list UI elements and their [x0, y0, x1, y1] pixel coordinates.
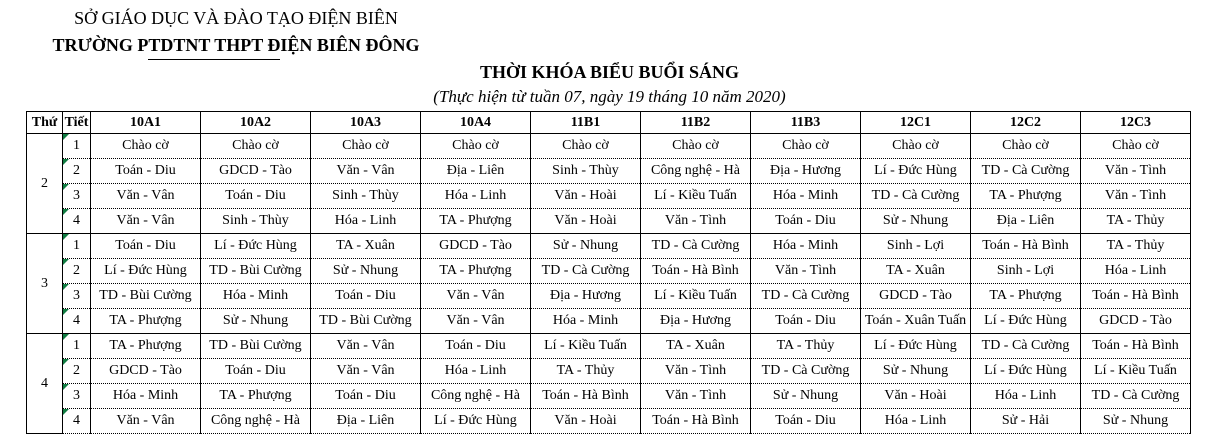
- period-cell[interactable]: 2: [63, 259, 91, 284]
- schedule-cell[interactable]: Văn - Hoài: [531, 209, 641, 234]
- schedule-cell[interactable]: Sinh - Thùy: [311, 184, 421, 209]
- period-cell[interactable]: 4: [63, 409, 91, 434]
- schedule-cell[interactable]: Lí - Đức Hùng: [971, 359, 1081, 384]
- period-cell[interactable]: 1: [63, 334, 91, 359]
- schedule-subtitle: (Thực hiện từ tuần 07, ngày 19 tháng 10 năm 2020): [433, 87, 786, 106]
- schedule-cell[interactable]: Chào cờ: [421, 134, 531, 159]
- schedule-cell[interactable]: GDCD - Tào: [421, 234, 531, 259]
- schedule-cell[interactable]: Sinh - Lợi: [861, 234, 971, 259]
- schedule-cell[interactable]: TD - Cà Cường: [861, 184, 971, 209]
- schedule-cell[interactable]: Chào cờ: [641, 134, 751, 159]
- schedule-cell[interactable]: Văn - Tình: [641, 209, 751, 234]
- schedule-cell[interactable]: Toán - Diu: [751, 409, 861, 434]
- schedule-cell[interactable]: TA - Phượng: [91, 334, 201, 359]
- schedule-cell[interactable]: Hóa - Linh: [861, 409, 971, 434]
- schedule-cell[interactable]: GDCD - Tào: [91, 359, 201, 384]
- schedule-cell[interactable]: TA - Phượng: [91, 309, 201, 334]
- schedule-cell[interactable]: Sử - Hải: [971, 409, 1081, 434]
- schedule-cell[interactable]: Địa - Liên: [971, 209, 1081, 234]
- period-row: [27, 159, 1191, 184]
- schedule-cell[interactable]: TD - Cà Cường: [531, 259, 641, 284]
- schedule-cell[interactable]: Hóa - Minh: [751, 234, 861, 259]
- schedule-cell[interactable]: TA - Thủy: [751, 334, 861, 359]
- schedule-cell[interactable]: Công nghệ - Hà: [641, 159, 751, 184]
- schedule-cell[interactable]: TD - Bùi Cường: [91, 284, 201, 309]
- period-row: [27, 309, 1191, 334]
- schedule-cell[interactable]: Toán - Hà Bình: [971, 234, 1081, 259]
- schedule-cell[interactable]: Hóa - Minh: [531, 309, 641, 334]
- cell-comment-marker: [63, 334, 69, 340]
- day-cell[interactable]: 3: [27, 234, 63, 334]
- heading-underline: [148, 59, 280, 60]
- schedule-cell[interactable]: Chào cờ: [861, 134, 971, 159]
- period-row: [27, 209, 1191, 234]
- day-column-header[interactable]: Thứ: [27, 112, 63, 134]
- day-cell[interactable]: 2: [27, 134, 63, 234]
- schedule-cell[interactable]: TA - Thủy: [1081, 209, 1191, 234]
- schedule-cell[interactable]: Văn - Tình: [751, 259, 861, 284]
- schedule-cell[interactable]: Toán - Xuân Tuấn: [861, 309, 971, 334]
- period-row: [27, 409, 1191, 434]
- schedule-cell[interactable]: Công nghệ - Hà: [421, 384, 531, 409]
- schedule-cell[interactable]: Toán - Hà Bình: [641, 409, 751, 434]
- schedule-cell[interactable]: TA - Phượng: [971, 184, 1081, 209]
- schedule-cell[interactable]: TA - Phượng: [201, 384, 311, 409]
- period-row: [27, 284, 1191, 309]
- period-cell[interactable]: 4: [63, 309, 91, 334]
- schedule-cell[interactable]: Chào cờ: [1081, 134, 1191, 159]
- schedule-cell[interactable]: Sinh - Thùy: [531, 159, 641, 184]
- schedule-cell[interactable]: Hóa - Linh: [971, 384, 1081, 409]
- schedule-cell[interactable]: Địa - Hương: [531, 284, 641, 309]
- schedule-cell[interactable]: Chào cờ: [751, 134, 861, 159]
- schedule-cell[interactable]: Toán - Diu: [201, 359, 311, 384]
- schedule-cell[interactable]: Lí - Kiều Tuấn: [641, 184, 751, 209]
- schedule-cell[interactable]: Địa - Liên: [421, 159, 531, 184]
- period-cell[interactable]: 4: [63, 209, 91, 234]
- period-cell[interactable]: 3: [63, 384, 91, 409]
- schedule-cell[interactable]: Sinh - Lợi: [971, 259, 1081, 284]
- schedule-cell[interactable]: Chào cờ: [201, 134, 311, 159]
- schedule-cell[interactable]: TD - Bùi Cường: [311, 309, 421, 334]
- cell-comment-marker: [63, 384, 69, 390]
- schedule-cell[interactable]: Chào cờ: [531, 134, 641, 159]
- period-cell[interactable]: 2: [63, 159, 91, 184]
- schedule-cell[interactable]: Sử - Nhung: [861, 209, 971, 234]
- class-header[interactable]: 11B3: [751, 112, 861, 134]
- schedule-cell[interactable]: Văn - Vân: [311, 159, 421, 184]
- schedule-cell[interactable]: Toán - Diu: [421, 334, 531, 359]
- period-row: [27, 359, 1191, 384]
- class-header[interactable]: 12C1: [861, 112, 971, 134]
- schedule-cell[interactable]: Sử - Nhung: [751, 384, 861, 409]
- schedule-cell[interactable]: TD - Cà Cường: [971, 159, 1081, 184]
- schedule-cell[interactable]: TA - Phượng: [421, 209, 531, 234]
- schedule-cell[interactable]: Lí - Đức Hùng: [91, 259, 201, 284]
- schedule-cell[interactable]: Toán - Hà Bình: [1081, 334, 1191, 359]
- schedule-cell[interactable]: Văn - Vân: [91, 209, 201, 234]
- schedule-cell[interactable]: Sử - Nhung: [861, 359, 971, 384]
- schedule-cell[interactable]: Văn - Tình: [641, 359, 751, 384]
- schedule-cell[interactable]: Hóa - Linh: [1081, 259, 1191, 284]
- cell-comment-marker: [63, 234, 69, 240]
- period-cell[interactable]: 2: [63, 359, 91, 384]
- period-cell[interactable]: 1: [63, 234, 91, 259]
- cell-comment-marker: [63, 359, 69, 365]
- schedule-cell[interactable]: Hóa - Minh: [751, 184, 861, 209]
- class-header[interactable]: 10A3: [311, 112, 421, 134]
- schedule-cell[interactable]: Sử - Nhung: [531, 234, 641, 259]
- schedule-cell[interactable]: Toán - Diu: [751, 209, 861, 234]
- schedule-cell[interactable]: Lí - Kiều Tuấn: [531, 334, 641, 359]
- schedule-cell[interactable]: GDCD - Tào: [201, 159, 311, 184]
- schedule-cell[interactable]: TA - Thủy: [531, 359, 641, 384]
- schedule-cell[interactable]: Lí - Đức Hùng: [861, 159, 971, 184]
- class-header[interactable]: 12C3: [1081, 112, 1191, 134]
- schedule-cell[interactable]: Văn - Hoài: [531, 184, 641, 209]
- cell-comment-marker: [63, 134, 69, 140]
- cell-comment-marker: [63, 184, 69, 190]
- period-row: [27, 134, 1191, 159]
- schedule-cell[interactable]: Sử - Nhung: [201, 309, 311, 334]
- class-header[interactable]: 10A2: [201, 112, 311, 134]
- schedule-cell[interactable]: Địa - Hương: [641, 309, 751, 334]
- schedule-cell[interactable]: Chào cờ: [971, 134, 1081, 159]
- schedule-cell[interactable]: Hóa - Linh: [421, 359, 531, 384]
- schedule-cell[interactable]: Lí - Đức Hùng: [421, 409, 531, 434]
- schedule-cell[interactable]: Văn - Tình: [641, 384, 751, 409]
- schedule-cell[interactable]: Lí - Kiều Tuấn: [1081, 359, 1191, 384]
- period-cell[interactable]: 1: [63, 134, 91, 159]
- schedule-cell[interactable]: TD - Bùi Cường: [201, 259, 311, 284]
- department-heading: SỞ GIÁO DỤC VÀ ĐÀO TẠO ĐIỆN BIÊN: [74, 8, 398, 28]
- schedule-cell[interactable]: Văn - Vân: [421, 284, 531, 309]
- class-header[interactable]: 10A4: [421, 112, 531, 134]
- schedule-cell[interactable]: GDCD - Tào: [1081, 309, 1191, 334]
- cell-comment-marker: [63, 209, 69, 215]
- schedule-cell[interactable]: Toán - Diu: [91, 159, 201, 184]
- schedule-cell[interactable]: Sinh - Thùy: [201, 209, 311, 234]
- cell-comment-marker: [63, 409, 69, 415]
- schedule-cell[interactable]: TD - Cà Cường: [751, 359, 861, 384]
- schedule-cell[interactable]: TA - Thủy: [1081, 234, 1191, 259]
- schedule-cell[interactable]: Chào cờ: [91, 134, 201, 159]
- schedule-cell[interactable]: Toán - Diu: [311, 284, 421, 309]
- schedule-cell[interactable]: TA - Xuân: [861, 259, 971, 284]
- period-column-header[interactable]: Tiết: [63, 112, 91, 134]
- period-cell[interactable]: 3: [63, 284, 91, 309]
- period-row: [27, 184, 1191, 209]
- schedule-cell[interactable]: Chào cờ: [311, 134, 421, 159]
- schedule-cell[interactable]: TA - Phượng: [971, 284, 1081, 309]
- schedule-cell[interactable]: Văn - Vân: [91, 409, 201, 434]
- schedule-cell[interactable]: Toán - Hà Bình: [531, 384, 641, 409]
- class-header[interactable]: 12C2: [971, 112, 1081, 134]
- header-row: [27, 112, 1191, 134]
- period-row: [27, 334, 1191, 359]
- class-header[interactable]: 10A1: [91, 112, 201, 134]
- schedule-cell[interactable]: Địa - Liên: [311, 409, 421, 434]
- period-row: [27, 384, 1191, 409]
- class-header[interactable]: 11B1: [531, 112, 641, 134]
- schedule-cell[interactable]: Sử - Nhung: [1081, 409, 1191, 434]
- timetable: [26, 111, 1191, 434]
- period-row: [27, 234, 1191, 259]
- schedule-cell[interactable]: Hóa - Minh: [201, 284, 311, 309]
- schedule-cell[interactable]: Toán - Diu: [91, 234, 201, 259]
- schedule-cell[interactable]: Hóa - Linh: [311, 209, 421, 234]
- schedule-cell[interactable]: Toán - Hà Bình: [1081, 284, 1191, 309]
- schedule-cell[interactable]: Lí - Kiều Tuấn: [641, 284, 751, 309]
- schedule-cell[interactable]: Lí - Đức Hùng: [201, 234, 311, 259]
- schedule-cell[interactable]: Văn - Hoài: [861, 384, 971, 409]
- cell-comment-marker: [63, 259, 69, 265]
- day-cell[interactable]: 4: [27, 334, 63, 434]
- school-heading: TRƯỜNG PTDTNT THPT ĐIỆN BIÊN ĐÔNG: [52, 35, 420, 55]
- schedule-cell[interactable]: TD - Cà Cường: [751, 284, 861, 309]
- schedule-cell[interactable]: TA - Phượng: [421, 259, 531, 284]
- schedule-cell[interactable]: Lí - Đức Hùng: [971, 309, 1081, 334]
- schedule-cell[interactable]: Văn - Tình: [1081, 184, 1191, 209]
- schedule-cell[interactable]: Toán - Diu: [311, 384, 421, 409]
- schedule-cell[interactable]: Hóa - Linh: [421, 184, 531, 209]
- schedule-cell[interactable]: TD - Cà Cường: [641, 234, 751, 259]
- schedule-cell[interactable]: Địa - Hương: [751, 159, 861, 184]
- schedule-cell[interactable]: TA - Xuân: [311, 234, 421, 259]
- schedule-cell[interactable]: Sử - Nhung: [311, 259, 421, 284]
- schedule-cell[interactable]: GDCD - Tào: [861, 284, 971, 309]
- timetable-body: [27, 134, 1191, 434]
- schedule-cell[interactable]: Lí - Đức Hùng: [861, 334, 971, 359]
- schedule-cell[interactable]: Toán - Diu: [751, 309, 861, 334]
- schedule-cell[interactable]: Văn - Tình: [1081, 159, 1191, 184]
- schedule-cell[interactable]: TD - Cà Cường: [971, 334, 1081, 359]
- cell-comment-marker: [63, 159, 69, 165]
- schedule-cell[interactable]: TA - Xuân: [641, 334, 751, 359]
- schedule-cell[interactable]: Văn - Hoài: [531, 409, 641, 434]
- schedule-cell[interactable]: Toán - Diu: [201, 184, 311, 209]
- period-cell[interactable]: 3: [63, 184, 91, 209]
- schedule-cell[interactable]: TD - Cà Cường: [1081, 384, 1191, 409]
- schedule-cell[interactable]: Toán - Hà Bình: [641, 259, 751, 284]
- schedule-cell[interactable]: Văn - Vân: [311, 334, 421, 359]
- class-header[interactable]: 11B2: [641, 112, 751, 134]
- cell-comment-marker: [63, 309, 69, 315]
- schedule-cell[interactable]: Hóa - Minh: [91, 384, 201, 409]
- cell-comment-marker: [63, 284, 69, 290]
- schedule-title: THỜI KHÓA BIỂU BUỔI SÁNG: [479, 62, 740, 82]
- schedule-cell[interactable]: Văn - Vân: [421, 309, 531, 334]
- schedule-cell[interactable]: Văn - Vân: [311, 359, 421, 384]
- schedule-cell[interactable]: Công nghệ - Hà: [201, 409, 311, 434]
- schedule-cell[interactable]: TD - Bùi Cường: [201, 334, 311, 359]
- schedule-cell[interactable]: Văn - Vân: [91, 184, 201, 209]
- period-row: [27, 259, 1191, 284]
